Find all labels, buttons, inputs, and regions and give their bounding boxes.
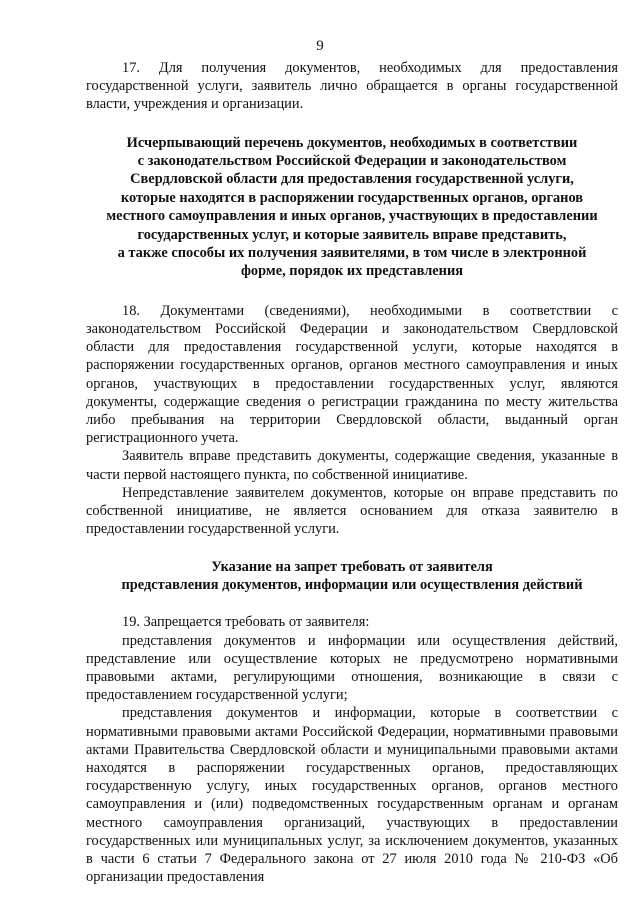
heading-line: Исчерпывающий перечень документов, необходимых в соответствии [126,134,578,151]
spacer [86,114,618,134]
paragraph-18: 18. Документами (сведениями), необходимыми в соответствии с законодательством Российской Федерации и законодательством Свердловской области для предоставления государственной услуги, которые находятся в распоряжении государственных органов, органов местного самоуправления и иных органов, участвующих в предоставлении государственных услуг, являются документы, содержащие сведения о регистрации гражданина по месту жительства либо пребывания на территории Свердловской области, выданный орган регистрационного учета. [86,302,618,447]
paragraph-19-item-1: представления документов и информации или осуществления действий, представление или осуществление которых не предусмотрено нормативными правовыми актами, регулирующими отношения, возникающие в связи с предоставлением государственной услуги; [86,632,618,704]
paragraph-19-item-2: представления документов и информации, которые в соответствии с нормативными правовыми актами Российской Федерации, нормативными правовыми актами Правительства Свердловской области и муниципальными правовыми актами находятся в распоряжении государственных органов, предоставляющих государственную услугу, иных государственных органов, органов местного самоуправления и (или) подведомственных государственным органам и органам местного самоуправления организаций, участвующих в предоставлении государственных или муниципальных услуг, за исключением документов, указанных в части 6 статьи 7 Федерального закона от 27 июля 2010 года № 210-ФЗ «Об организации предоставления [86,705,618,886]
spacer [86,539,618,558]
heading-line: местного самоуправления и иных органов, участвующих в предоставлении [106,208,598,225]
paragraph-17: 17. Для получения документов, необходимых для предоставления государственной услуги, заявитель лично обращается в органы государственной власти, учреждения и организации. [86,60,618,113]
paragraph-18-right: Заявитель вправе представить документы, содержащие сведения, указанные в части первой настоящего пункта, по собственной инициативе. [86,448,618,483]
heading-line: с законодательством Российской Федерации и законодательством [137,153,567,170]
page-number: 9 [316,38,324,54]
heading-line: форме, порядок их представления [240,263,464,280]
heading-line: Свердловской области для предоставления государственной услуги, [130,171,574,188]
paragraph-19: 19. Запрещается требовать от заявителя: [122,614,370,631]
paragraph-18-nonsubmission: Непредставление заявителем документов, которые он вправе представить по собственной инициативе, не является основанием для отказа заявителю в предоставлении государственной услуги. [86,484,618,538]
heading-line: а также способы их получения заявителями, в том числе в электронной [117,245,587,262]
spacer [86,281,618,302]
heading-line: которые находятся в распоряжении государственных органов, органов [120,189,584,206]
document-body [86,59,618,886]
heading-line: представления документов, информации или осуществления действий [121,576,583,593]
heading-line: Указание на запрет требовать от заявителя [211,558,493,575]
heading-line: государственных услуг, и которые заявитель вправе представить, [137,226,567,243]
heading-prohibition [86,558,618,595]
heading-exhaustive-list [86,134,618,281]
spacer [86,594,618,613]
